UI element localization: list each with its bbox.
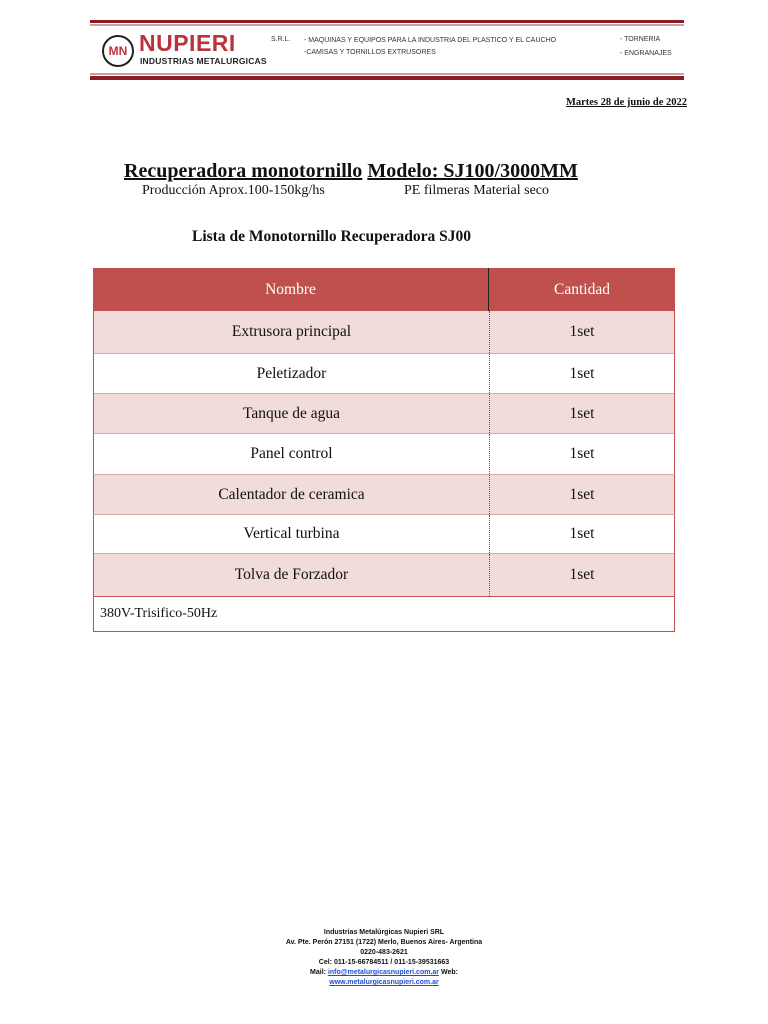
letterhead-right-2: - ENGRANAJES bbox=[620, 50, 672, 57]
letterhead-bottom-stripe bbox=[90, 73, 684, 75]
row-name: Extrusora principal bbox=[94, 311, 490, 353]
letterhead-right-1: - TORNERIA bbox=[620, 36, 661, 43]
footer-cel: Cel: 011-15-66784511 / 011-15-39531663 bbox=[318, 959, 450, 966]
production-text: Producción Aprox.100-150kg/hs bbox=[142, 183, 325, 198]
table-row bbox=[93, 393, 675, 433]
title-main: Recuperadora monotornillo bbox=[124, 160, 363, 182]
title-model: Modelo: SJ100/3000MM bbox=[367, 160, 578, 182]
footer-web-label: Web: bbox=[440, 969, 458, 976]
company-brand: NUPIERI bbox=[139, 30, 236, 56]
material-text: PE filmeras Material seco bbox=[404, 183, 550, 198]
footer-mail-line bbox=[0, 968, 768, 978]
letterhead-line-2: -CAMISAS Y TORNILLOS EXTRUSORES bbox=[304, 49, 436, 56]
document-date: Martes 28 de junio de 2022 bbox=[565, 97, 687, 108]
letterhead-top-bar bbox=[90, 20, 684, 23]
row-qty: 1set bbox=[569, 566, 595, 583]
letterhead-bottom-bar bbox=[90, 76, 684, 80]
footer-mail-label: Mail: bbox=[310, 969, 326, 976]
table-row bbox=[93, 514, 675, 553]
row-name: Peletizador bbox=[94, 354, 490, 393]
footer-mail-link[interactable]: info@metalurgicasnupieri.com.ar bbox=[327, 969, 440, 976]
row-qty: 1set bbox=[569, 364, 595, 382]
table-row bbox=[93, 311, 675, 353]
table-footer-row: 380V-Trisifico-50Hz bbox=[93, 596, 675, 632]
table-row bbox=[93, 433, 675, 474]
table-row bbox=[93, 553, 675, 596]
row-name: Calentador de ceramica bbox=[94, 475, 490, 514]
header-nombre: Nombre bbox=[93, 268, 489, 311]
row-qty: 1set bbox=[569, 323, 595, 340]
letterhead bbox=[90, 20, 684, 80]
row-name: Panel control bbox=[94, 434, 490, 474]
footer-address: Av. Pte. Perón 27151 (1722) Merlo, Buenos Aires- Argentina bbox=[285, 939, 483, 946]
document-title bbox=[124, 160, 578, 183]
footer-web-link[interactable]: www.metalurgicasnupieri.com.ar bbox=[329, 979, 439, 986]
row-name: Tanque de agua bbox=[94, 394, 490, 433]
footer-phone: 0220-483-2621 bbox=[360, 949, 408, 956]
equipment-table bbox=[93, 268, 675, 632]
header-cantidad: Cantidad bbox=[554, 280, 610, 298]
letterhead-top-stripe bbox=[90, 24, 684, 26]
company-logo-icon: MN bbox=[102, 35, 134, 67]
table-header-row bbox=[93, 268, 675, 311]
row-qty: 1set bbox=[569, 485, 595, 503]
page-footer bbox=[0, 928, 768, 988]
company-srl: S.R.L. bbox=[271, 36, 291, 43]
row-name: Tolva de Forzador bbox=[94, 554, 490, 596]
list-title: Lista de Monotornillo Recuperadora SJ00 bbox=[192, 228, 471, 245]
row-qty: 1set bbox=[569, 525, 595, 542]
footer-company: Industrias Metalúrgicas Nupieri SRL bbox=[323, 929, 445, 936]
row-qty: 1set bbox=[569, 404, 595, 422]
row-qty: 1set bbox=[569, 445, 595, 462]
row-name: Vertical turbina bbox=[94, 515, 490, 553]
company-subtitle: INDUSTRIAS METALURGICAS bbox=[140, 56, 267, 66]
table-row bbox=[93, 474, 675, 514]
table-row bbox=[93, 353, 675, 393]
letterhead-line-1: - MAQUINAS Y EQUIPOS PARA LA INDUSTRIA DEL PLASTICO Y EL CAUCHO bbox=[304, 37, 557, 44]
